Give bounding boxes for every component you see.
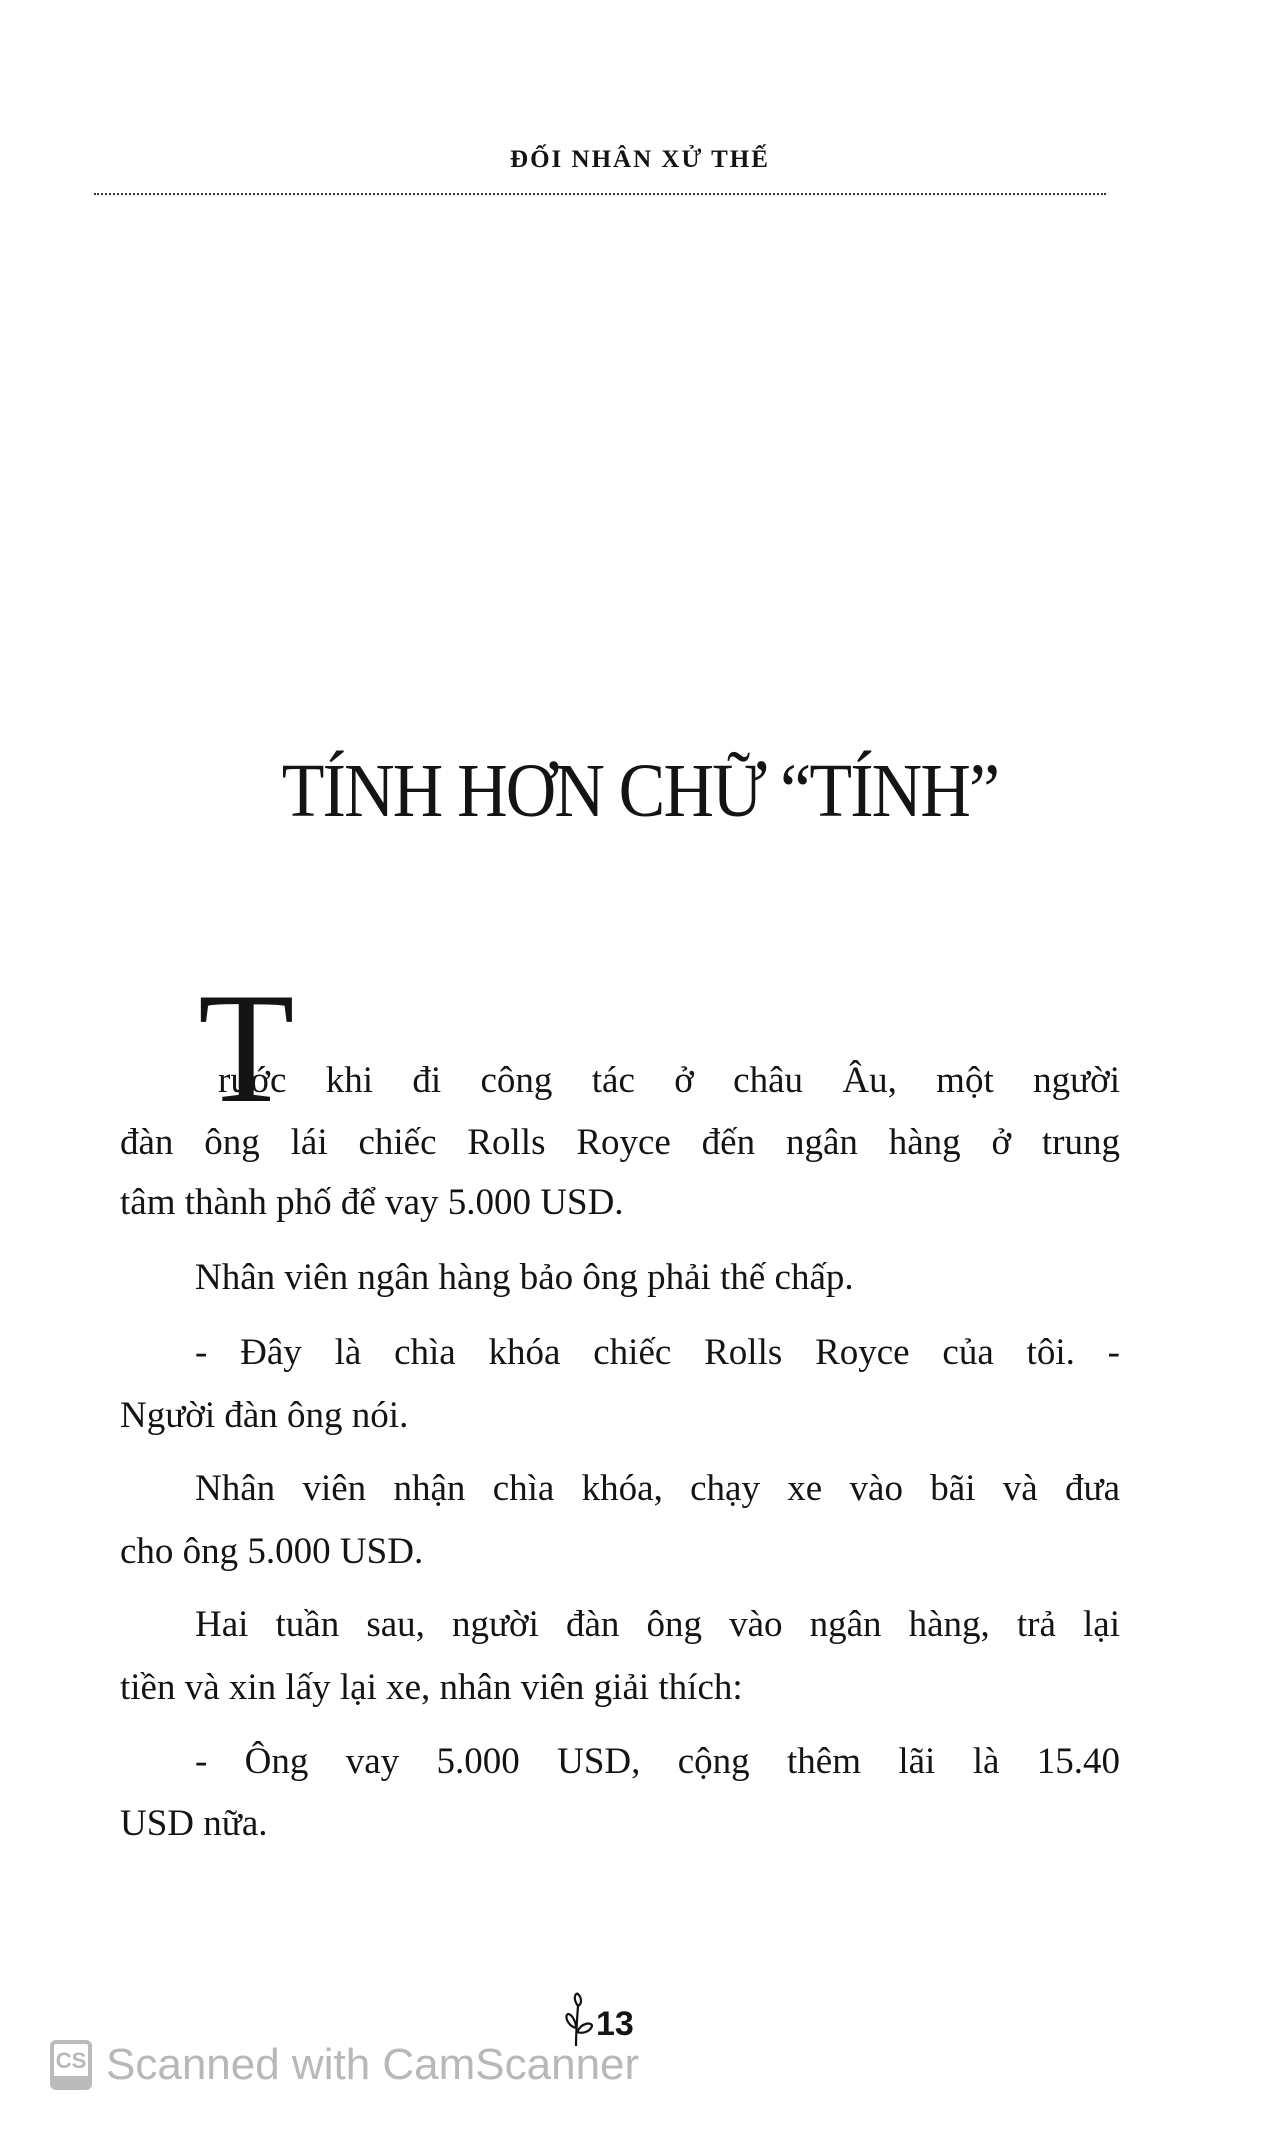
body-line: cho ông 5.000 USD. [120, 1531, 424, 1572]
body-line: USD nữa. [120, 1803, 268, 1844]
body-line: Hai tuần sau, người đàn ông vào ngân hàng, trả lại [195, 1604, 1120, 1645]
watermark-text: Scanned with CamScanner [106, 2040, 640, 2089]
chapter-title: TÍNH HƠN CHỮ “TÍNH” [281, 749, 999, 833]
drop-cap: T [198, 961, 295, 1136]
camscanner-logo: CS [50, 2040, 92, 2090]
body-line: rước khi đi công tác ở châu Âu, một người [218, 1060, 1120, 1101]
body-line: Nhân viên ngân hàng bảo ông phải thế chấp. [195, 1257, 854, 1298]
running-header: ĐỐI NHÂN XỬ THẾ [510, 146, 770, 173]
camscanner-watermark [50, 2040, 639, 2090]
body-line: đàn ông lái chiếc Rolls Royce đến ngân hàng ở trung [120, 1122, 1120, 1163]
body-line: Nhân viên nhận chìa khóa, chạy xe vào bãi và đưa [195, 1468, 1120, 1509]
body-line: tiền và xin lấy lại xe, nhân viên giải thích: [120, 1667, 743, 1708]
body-line: Người đàn ông nói. [120, 1395, 409, 1436]
body-line: tâm thành phố để vay 5.000 USD. [120, 1182, 624, 1223]
page-number-text: 13 [596, 2005, 634, 2043]
body-line: - Đây là chìa khóa chiếc Rolls Royce của tôi. - [195, 1332, 1120, 1373]
header-divider [94, 193, 1106, 195]
body-line: - Ông vay 5.000 USD, cộng thêm lãi là 15.40 [195, 1741, 1120, 1782]
